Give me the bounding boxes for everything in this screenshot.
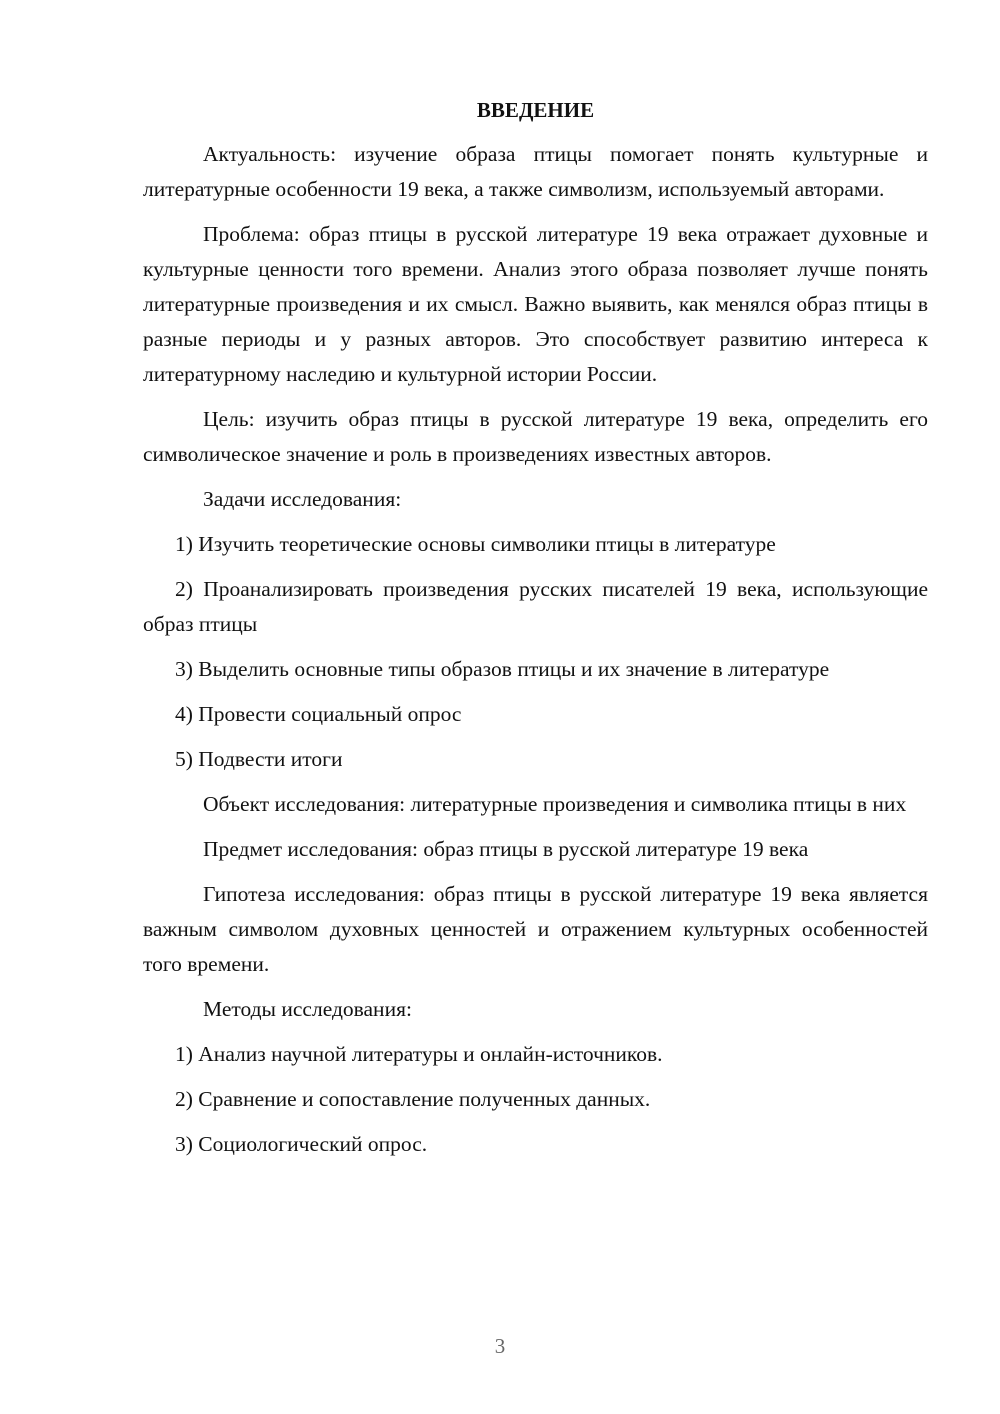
methods-heading: Методы исследования: [203,997,412,1021]
goal-paragraph: Цель: изучить образ птицы в русской литературе 19 века, определить его символическое значение и роль в произведениях известных авторов. [143,407,928,466]
problem-paragraph: Проблема: образ птицы в русской литературе 19 века отражает духовные и культурные ценности того времени. Анализ этого образа позволяет лучше понять литературные произведения и их смысл. Важно выявить, как менялся образ птицы в разные периоды и у разных авторов. Это способствует развитию интереса к литературному наследию и культурной истории России. [143,222,928,386]
hypothesis-paragraph: Гипотеза исследования: образ птицы в русской литературе 19 века является важным символом духовных ценностей и отражением культурных особенностей того времени. [143,882,928,976]
method-item-1: 1) Анализ научной литературы и онлайн-источников. [175,1042,663,1066]
task-item-5: 5) Подвести итоги [175,747,343,771]
research-object-paragraph: Объект исследования: литературные произведения и символика птицы в них [203,792,907,816]
method-item-2: 2) Сравнение и сопоставление полученных данных. [175,1087,651,1111]
task-item-3: 3) Выделить основные типы образов птицы и их значение в литературе [175,657,830,681]
section-title: ВВЕДЕНИЕ [476,98,595,122]
method-item-3: 3) Социологический опрос. [175,1132,428,1156]
page-number: 3 [494,1334,506,1358]
research-subject-paragraph: Предмет исследования: образ птицы в русской литературе 19 века [203,837,809,861]
task-item-1: 1) Изучить теоретические основы символики птицы в литературе [175,532,776,556]
task-item-4: 4) Провести социальный опрос [175,702,462,726]
tasks-heading: Задачи исследования: [203,487,402,511]
relevance-paragraph: Актуальность: изучение образа птицы помогает понять культурные и литературные особенности 19 века, а также символизм, используемый авторами. [143,142,928,201]
task-item-2: 2) Проанализировать произведения русских писателей 19 века, использующие образ птицы [143,577,928,636]
page-content [143,95,928,1172]
